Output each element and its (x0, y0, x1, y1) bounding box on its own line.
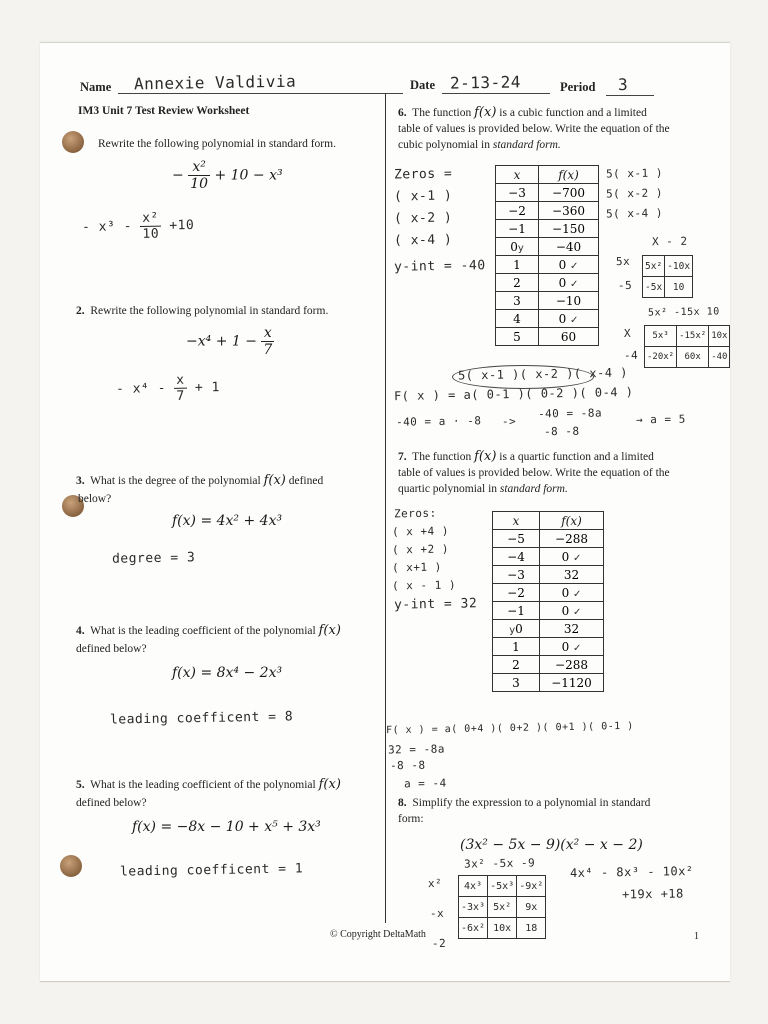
table-header-cell: f(x) (539, 166, 599, 184)
x-cell: 1 (496, 256, 539, 274)
fx-cell: −1120 (540, 674, 604, 692)
q6-notes-right: 5( x-2 ) (605, 186, 664, 201)
table-row (496, 328, 599, 346)
box-cell: -40 (709, 347, 730, 368)
check-mark-icon: ✓ (570, 314, 579, 326)
table-row (496, 220, 599, 238)
date-line (442, 93, 550, 94)
table-row (493, 656, 604, 674)
q6-notes-right: 5( x-1 ) (605, 166, 664, 181)
q7-notes-zeros: Zeros: (393, 506, 437, 521)
q6-box1-top: X - 2 (651, 234, 688, 249)
q6-prompt: 6. The function f(x) is a cubic function and a limited table of values is provided below. Write the equation of the cubic polynomial in standard form. (398, 105, 670, 151)
q7-notes-factor: ( x - 1 ) (391, 578, 457, 593)
fx-cell: −288 (540, 530, 604, 548)
box-cell: 4x³ (459, 876, 488, 897)
fx-cell: −700 (539, 184, 599, 202)
box-cell: -20x² (645, 347, 677, 368)
q6-work-solve: → a = 5 (635, 412, 686, 427)
x-cell: 0y (496, 238, 539, 256)
box-cell: 5x³ (645, 326, 677, 347)
box-row (645, 326, 730, 347)
fx-cell: 0 ✓ (540, 548, 604, 566)
fx-cell: 32 (540, 620, 604, 638)
q6-box2-side: -4 (623, 348, 639, 363)
q4-answer: leading coefficent = 8 (109, 709, 294, 728)
fx-cell: 0 ✓ (540, 638, 604, 656)
q6-work-arrow: -> (501, 414, 517, 429)
box-row (645, 347, 730, 368)
q2-answer: - x⁴ - $\frac{x}{7}$ + 1 (115, 372, 221, 404)
q6-table (495, 165, 599, 346)
check-mark-icon: ✓ (570, 260, 579, 272)
q6-notes-right: 5( x-4 ) (605, 206, 664, 221)
q7-work-fx: F( x ) = a( 0+4 )( 0+2 )( 0+1 )( 0-1 ) (385, 720, 634, 737)
box-cell: -5x³ (488, 876, 517, 897)
q7-notes-factor: ( x+1 ) (391, 560, 442, 575)
q5-prompt: 5. What is the leading coefficient of the polynomial f(x) (76, 777, 341, 792)
fx-cell: 0 ✓ (539, 274, 599, 292)
q8-box-side: -x (429, 906, 445, 921)
q7-work-solve: a = -4 (403, 776, 447, 791)
period-label: Period (560, 80, 596, 94)
table-row (496, 256, 599, 274)
fx-cell: −150 (539, 220, 599, 238)
q1-answer: - x³ - $\frac{\text{x²}}{10}$ +10 (81, 210, 195, 242)
worksheet-title: IM3 Unit 7 Test Review Worksheet (78, 105, 250, 117)
box-cell: -3x³ (459, 897, 488, 918)
x-cell: −2 (496, 202, 539, 220)
x-cell: 3 (496, 292, 539, 310)
box-cell: 60x (677, 347, 709, 368)
page-number: 1 (694, 931, 699, 942)
q6-box2-side: X (623, 326, 632, 341)
period-line (606, 95, 654, 96)
check-mark-icon: ✓ (570, 278, 579, 290)
fx-cell: 32 (540, 566, 604, 584)
x-cell: −4 (493, 548, 540, 566)
table-header-cell: x (496, 166, 539, 184)
table-row (493, 584, 604, 602)
table-row (493, 602, 604, 620)
x-cell: −1 (496, 220, 539, 238)
x-cell: 1 (493, 638, 540, 656)
q6-notes-yint: y-int = -40 (393, 258, 486, 275)
box-cell: -15x² (677, 326, 709, 347)
q4-prompt: 4. What is the leading coefficient of the polynomial f(x) (76, 623, 341, 638)
q8-box-side: -2 (431, 936, 447, 951)
fx-cell: −40 (539, 238, 599, 256)
box-row (643, 256, 693, 277)
x-cell: 3 (493, 674, 540, 692)
date-value: 2-13-24 (449, 72, 522, 93)
table-header-row (496, 166, 599, 184)
q1-expression: − $\frac{\text{x²}}{10}$ + 10 − x³ (172, 159, 283, 192)
check-mark-icon: ✓ (573, 606, 582, 618)
q8-answer: 4x⁴ - 8x³ - 10x² (569, 863, 694, 881)
q2-expression: −x⁴ + 1 − $\frac{x}{7}$ (186, 325, 273, 358)
fx-cell: −288 (540, 656, 604, 674)
table-row (493, 638, 604, 656)
q6-notes-factor: ( x-1 ) (393, 188, 453, 205)
table-row (496, 310, 599, 328)
x-cell: 5 (496, 328, 539, 346)
q5-expression: f(x) = −8x − 10 + x⁵ + 3x³ (132, 819, 321, 835)
q8-prompt: 8. Simplify the expression to a polynomial in standard form: (398, 797, 651, 825)
q3-answer: degree = 3 (111, 550, 196, 567)
q4-expression: f(x) = 8x⁴ − 2x³ (172, 665, 283, 681)
q6-box1 (642, 255, 693, 298)
check-mark-icon: ✓ (573, 642, 582, 654)
table-row (493, 548, 604, 566)
q8-box-side: x² (427, 876, 443, 891)
table-header-row (493, 512, 604, 530)
q8-answer: +19x +18 (621, 886, 684, 902)
table-row (493, 566, 604, 584)
check-mark-icon: ✓ (573, 588, 582, 600)
check-mark-icon: ✓ (573, 552, 582, 564)
table-row (493, 530, 604, 548)
box-row (643, 277, 693, 298)
q7-table (492, 511, 604, 692)
q6-notes-zeros: Zeros = (393, 166, 453, 183)
worksheet-page (40, 42, 730, 982)
x-cell: −3 (493, 566, 540, 584)
q3-expression: f(x) = 4x² + 4x³ (172, 513, 283, 529)
x-cell: −3 (496, 184, 539, 202)
x-cell: y0 (493, 620, 540, 638)
box-cell: 5x² (488, 897, 517, 918)
x-cell: −2 (493, 584, 540, 602)
q6-box2 (644, 325, 730, 368)
box-row (459, 876, 546, 897)
box-cell: -5x (643, 277, 665, 298)
q8-expression: (3x² − 5x − 9)(x² − x − 2) (460, 837, 643, 853)
q5-prompt-2: defined below? (76, 797, 147, 809)
box-cell: 10 (665, 277, 693, 298)
q3-prompt: 3. What is the degree of the polynomial f(x) defined (76, 473, 324, 488)
q6-notes-factor: ( x-4 ) (393, 232, 453, 249)
q7-prompt: 7. The function f(x) is a quartic function and a limited table of values is provided below. Write the equation of the quartic polynomial in standard form. (398, 449, 670, 495)
box-cell: -10x (665, 256, 693, 277)
y-note: y (509, 624, 516, 636)
copyright-footer: © Copyright DeltaMath (330, 929, 426, 940)
q6-box1-side: -5 (617, 278, 633, 293)
q6-work-solve: -40 = -8a (537, 406, 603, 421)
table-row (496, 292, 599, 310)
period-value: 3 (617, 74, 629, 95)
box-cell: -9x² (517, 876, 546, 897)
date-label: Date (410, 78, 435, 92)
punch-hole (62, 131, 84, 153)
q5-answer: leading coefficent = 1 (119, 861, 304, 880)
y-note: y (517, 242, 524, 254)
fx-cell: 60 (539, 328, 599, 346)
box-cell: 9x (517, 897, 546, 918)
fx-cell: −10 (539, 292, 599, 310)
box-cell: 10x (488, 918, 517, 939)
x-cell: −5 (493, 530, 540, 548)
table-row (496, 202, 599, 220)
q7-notes-factor: ( x +2 ) (391, 542, 450, 557)
box-cell: 5x² (643, 256, 665, 277)
q6-work-fx: F( x ) = a( 0-1 )( 0-2 )( 0-4 ) (393, 384, 634, 404)
box-row (459, 918, 546, 939)
fx-cell: −360 (539, 202, 599, 220)
fx-cell: 0 ✓ (540, 602, 604, 620)
q6-box2-top: 5x² -15x 10 (647, 306, 720, 319)
q6-work-solve: -40 = a · -8 (395, 414, 482, 429)
table-header-cell: x (493, 512, 540, 530)
q8-box (458, 875, 546, 939)
x-cell: 2 (496, 274, 539, 292)
q1-prompt: Rewrite the following polynomial in standard form. (98, 138, 336, 150)
fx-cell: 0 ✓ (539, 256, 599, 274)
table-row (493, 674, 604, 692)
q6-work-solve: -8 -8 (543, 424, 580, 439)
q4-prompt-2: defined below? (76, 643, 147, 655)
box-row (459, 897, 546, 918)
column-divider (385, 93, 386, 923)
q8-box-top: 3x² -5x -9 (463, 856, 536, 871)
box-cell: -6x² (459, 918, 488, 939)
name-line (118, 93, 403, 94)
table-row (493, 620, 604, 638)
punch-hole (60, 855, 82, 877)
q6-circled-answer: 5( x-1 )( x-2 )( x-4 ) (457, 365, 629, 383)
q7-notes-factor: ( x +4 ) (391, 524, 450, 539)
fx-cell: 0 ✓ (539, 310, 599, 328)
table-row (496, 274, 599, 292)
table-row (496, 184, 599, 202)
table-row (496, 238, 599, 256)
x-cell: −1 (493, 602, 540, 620)
name-label: Name (80, 80, 112, 94)
x-cell: 2 (493, 656, 540, 674)
q2-prompt: 2. Rewrite the following polynomial in standard form. (76, 305, 329, 317)
x-cell: 4 (496, 310, 539, 328)
box-cell: 18 (517, 918, 546, 939)
q6-notes-factor: ( x-2 ) (393, 210, 453, 227)
q7-work-solve: 32 = -8a (387, 742, 446, 757)
q7-notes-yint: y-int = 32 (393, 596, 478, 613)
q7-work-solve: -8 -8 (389, 758, 426, 773)
table-header-cell: f(x) (540, 512, 604, 530)
box-cell: 10x (709, 326, 730, 347)
fx-cell: 0 ✓ (540, 584, 604, 602)
name-value: Annexie Valdivia (133, 71, 297, 94)
q6-box1-side: 5x (615, 254, 631, 269)
q3-prompt-2: below? (78, 493, 112, 505)
